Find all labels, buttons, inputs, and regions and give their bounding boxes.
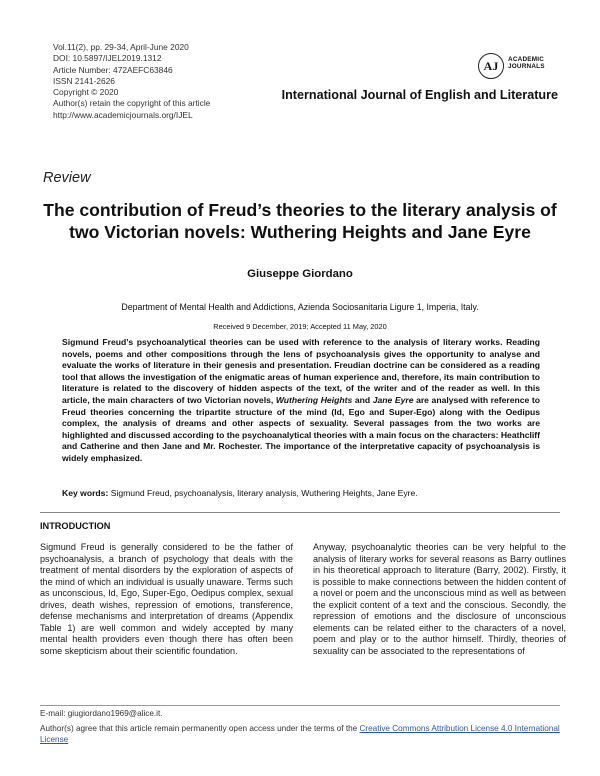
meta-line: Article Number: 472AEFC63846 [53, 64, 173, 75]
abstract-title-1: Wuthering Heights [275, 394, 353, 405]
meta-line: DOI: 10.5897/IJEL2019.1312 [53, 53, 162, 64]
logo-line-1: ACADEMIC [508, 56, 545, 63]
meta-line: ISSN 2141-2626 [53, 75, 115, 86]
divider [40, 512, 560, 513]
academic-journals-logo [478, 53, 558, 83]
journal-name: International Journal of English and Literature [281, 88, 558, 102]
article-type: Review [43, 170, 91, 186]
meta-line: Author(s) retain the copyright of this article [53, 98, 211, 109]
abstract [62, 337, 540, 465]
section-heading: INTRODUCTION [40, 521, 111, 531]
author-email: E-mail: giugiordano1969@alice.it. [40, 709, 163, 718]
received-dates: Received 9 December, 2019; Accepted 11 May, 2020 [213, 322, 387, 331]
license-text: Author(s) agree that this article remain permanently open access under the terms of the [40, 724, 358, 733]
abstract-title-2: Jane Eyre [372, 394, 414, 405]
meta-line: Vol.11(2), pp. 29-34, April-June 2020 [53, 42, 189, 52]
meta-line: Copyright © 2020 [53, 87, 119, 98]
author-affiliation: Department of Mental Health and Addictions, Azienda Sociosanitaria Ligure 1, Imperia, Italy. [121, 302, 479, 312]
body-column-left: Sigmund Freud is generally considered to be the father of psychoanalysis, a branch of psychology that deals with the treatment of mental disorders by the exploration of aspects of the mind of which an individual is usually unaware. Terms such as unconscious, Id, Ego, Super-Ego, Oedipus complex, sexual drives, death wishes, repression of emotions, transference, defense mechanisms and interpretation of dreams (Appendix Table 1) are well common and widely accepted by many mental health providers even though there has often been some skepticism about their scientific foundation. [40, 542, 293, 656]
license-link[interactable]: Creative Commons Attribution License 4.0 International License [40, 724, 560, 744]
author-name: Giuseppe Giordano [247, 268, 353, 280]
article-meta [53, 42, 210, 121]
footnote-divider [40, 705, 560, 706]
license-note [40, 723, 560, 745]
abstract-part-2: are analysed with reference to Freud theories concerning the tripartite structure of the mind (Id, Ego and Super-Ego) along with the Oedipus complex, the analysis of dreams and other aspects of sexuality. Several passages from the two works are highlighted and discussed according to the psychoanalytical theories with a main focus on the characters: Heathcliff and Catherine and then Jane and Mr. Rochester. The importance of the interpretative capacity of psychoanalysis is widely emphasized. [62, 394, 541, 463]
logo-line-2: JOURNALS [508, 63, 545, 71]
keywords [62, 488, 540, 500]
keywords-list: Sigmund Freud, psychoanalysis, literary analysis, Wuthering Heights, Jane Eyre. [110, 488, 418, 498]
logo-text [508, 56, 545, 71]
abstract-part-1: Sigmund Freud’s psychoanalytical theories can be used with reference to the analysis of literary works. Reading novels, poems and other compositions through the lens of psychoanalysis gives the opportunity to analyse and evaluate the works of literature in their genesis and presentation. Freudian doctrine can be considered as a reading tool that allows the investigation of the enigmatic areas of human experience and, therefore, its main contribution to literature is related to the discovery of hidden aspects of the text, of the writer and of the reader as well. In this article, the main characters of two Victorian novels, [62, 337, 540, 405]
meta-url[interactable]: http://www.academicjournals.org/IJEL [53, 109, 193, 120]
abstract-and: and [354, 394, 371, 405]
body-column-right: Anyway, psychoanalytic theories can be very helpful to the analysis of literary works for several reasons as Barry outlines in his theoretical approach to literature (Barry, 2002). Firstly, it is possible to make connections between the hidden content of a novel or poem and the unconscious mind as well as between the explicit content of a text and the conscious. Secondly, the repression of emotions and the disclosure of unconscious elements can be related either to the characters of a novel, poem and play or to the author himself. Thirdly, theories of sexuality can be associated to the representations of [313, 542, 566, 656]
keywords-label: Key words: [62, 488, 109, 498]
logo-mark: AJ [478, 53, 504, 79]
article-title: The contribution of Freud’s theories to the literary analysis of two Victorian novels: Wuthering Heights and Jane Eyre [43, 200, 557, 242]
